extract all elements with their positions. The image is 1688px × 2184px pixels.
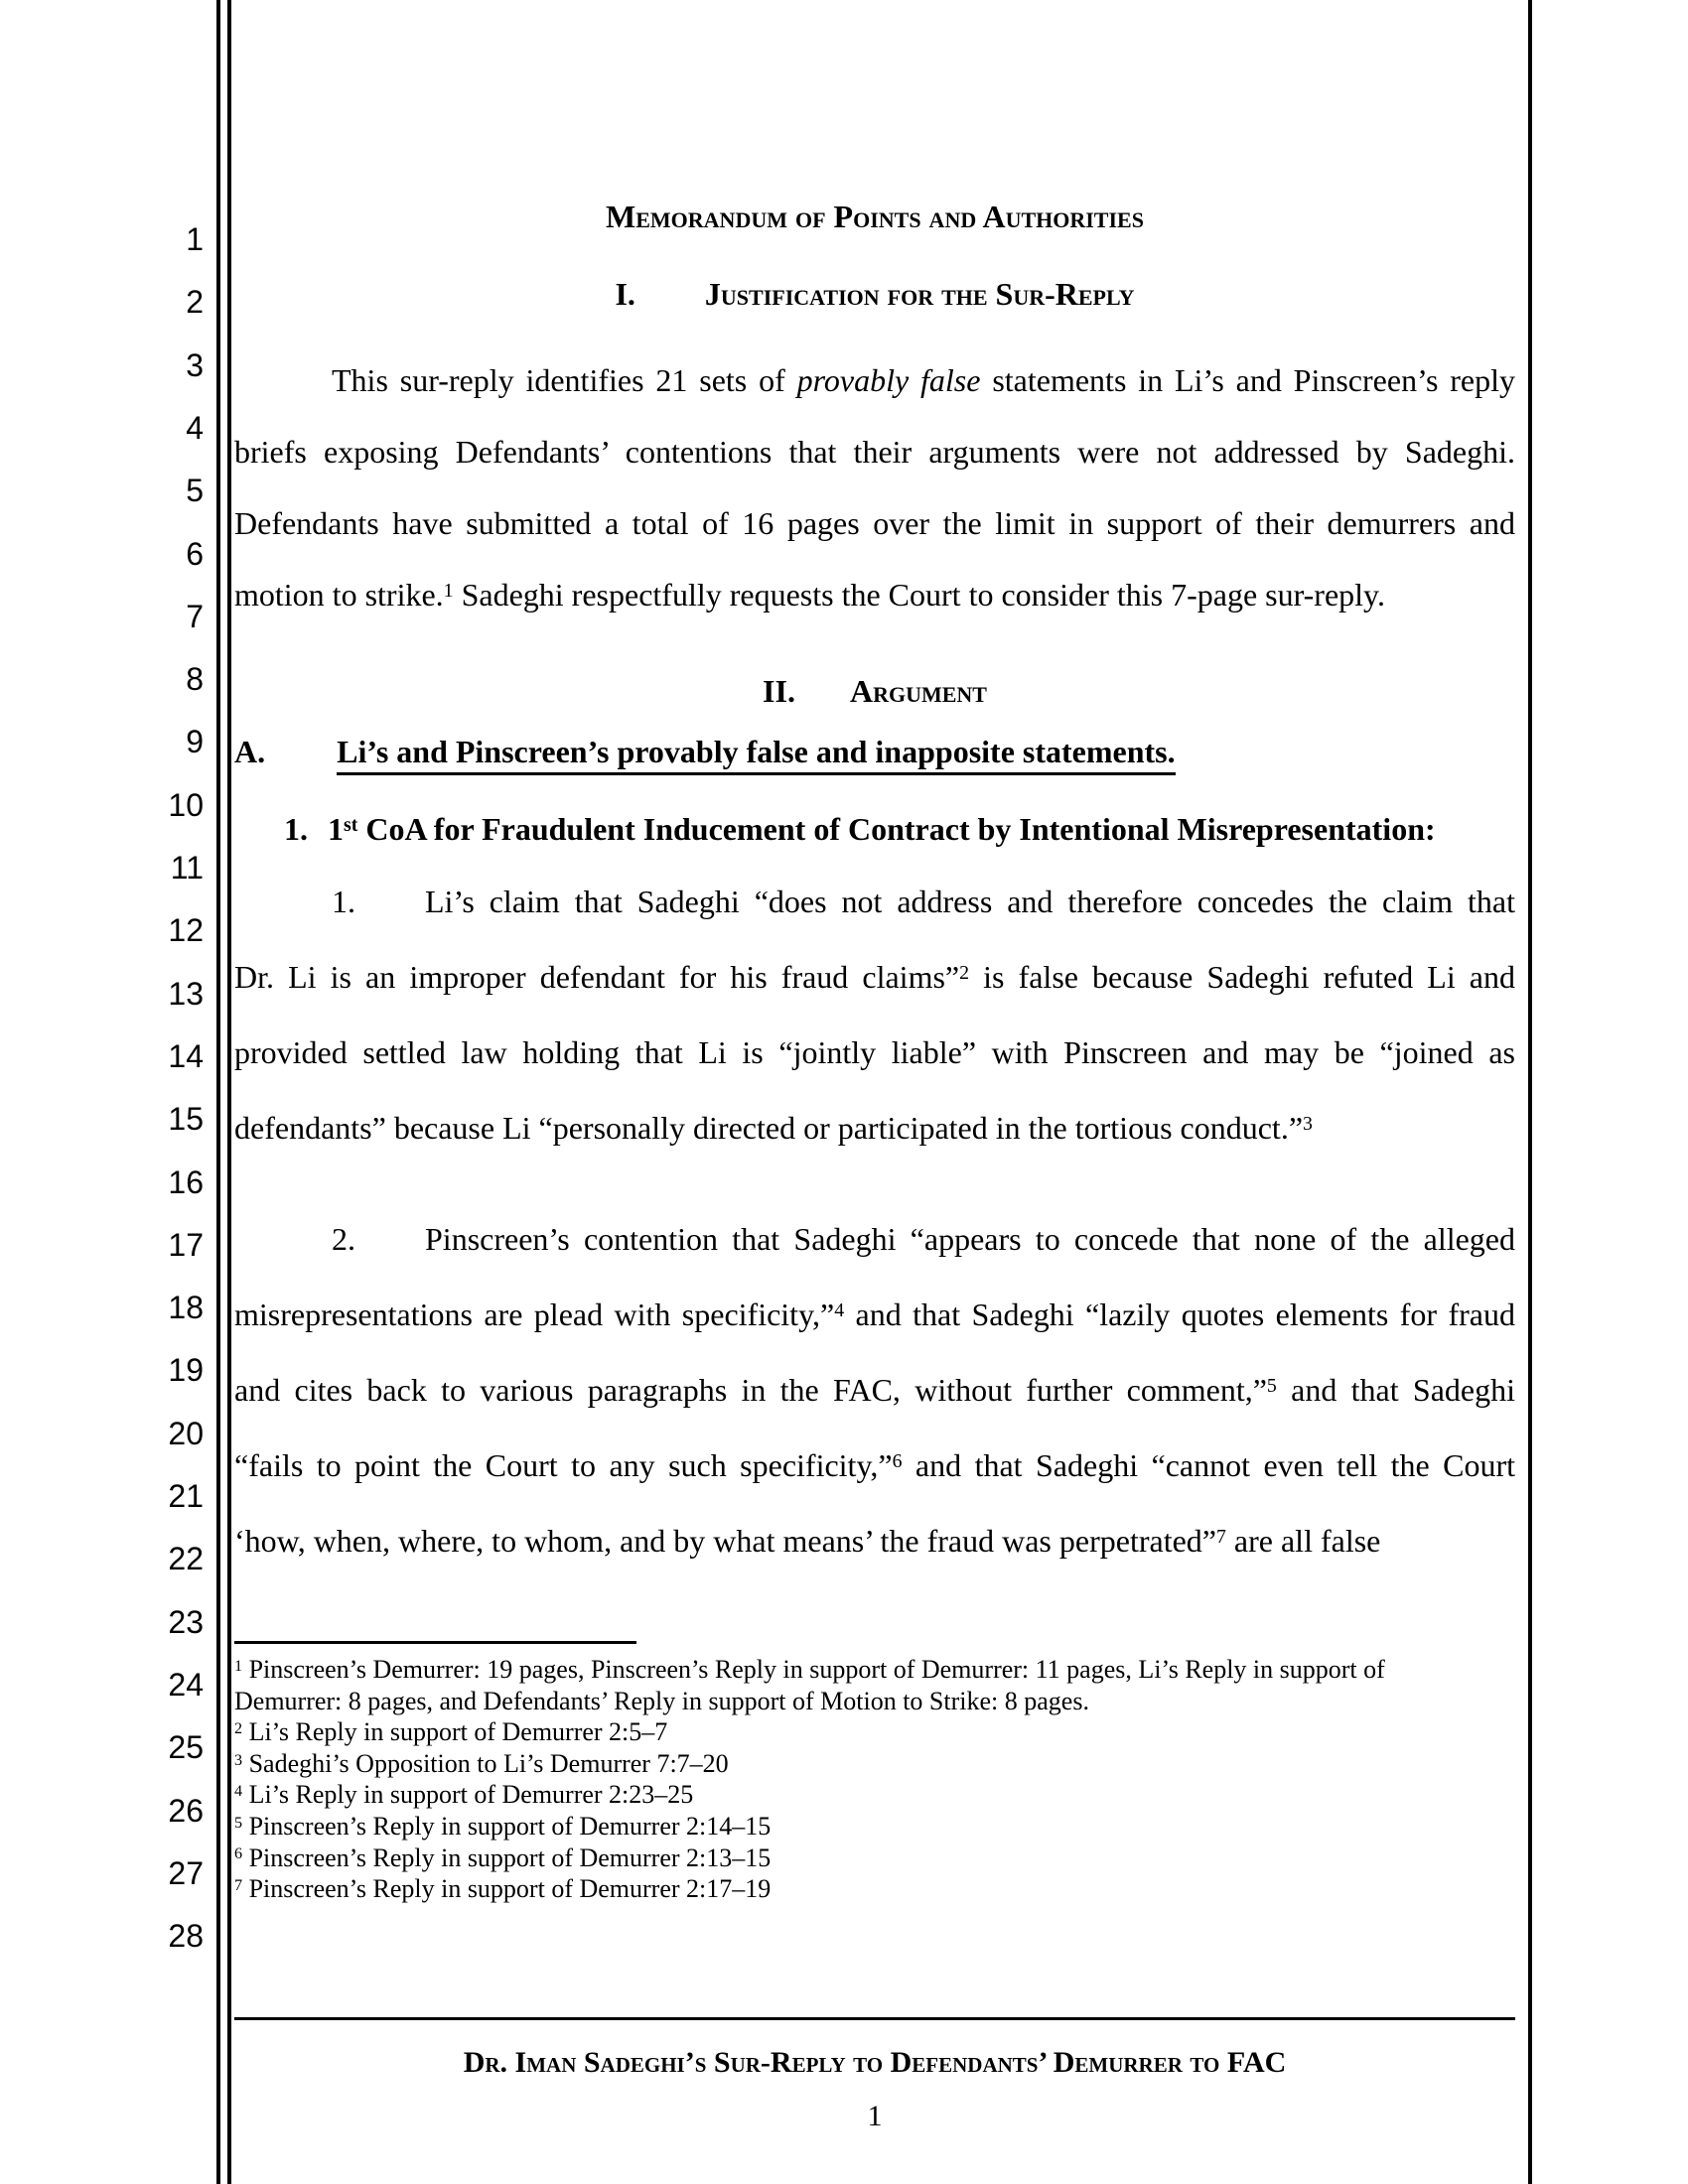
- footer-rule: [234, 2017, 1515, 2020]
- footnote-line: $^5$ Pinscreen’s Reply in support of Demurrer 2:14–15: [234, 1811, 772, 1841]
- line-number: 8: [186, 661, 204, 698]
- line-number: 7: [186, 598, 204, 634]
- section-number: II.: [763, 673, 795, 709]
- line-number: 27: [168, 1854, 204, 1891]
- footnote-line: $^4$ Li’s Reply in support of Demurrer 2:23–25: [234, 1780, 694, 1810]
- footnote-line: $^1$ Pinscreen’s Demurrer: 19 pages, Pinscreen’s Reply in support of Demurrer: 11 pages, Li’s Reply in support of: [234, 1655, 1385, 1684]
- footnote-line: $^6$ Pinscreen’s Reply in support of Demurrer 2:13–15: [234, 1843, 772, 1872]
- line-number: 16: [168, 1163, 204, 1200]
- footnote-separator-rule: [234, 1641, 636, 1644]
- line-number: 28: [168, 1918, 204, 1955]
- body-line: briefs exposing Defendants’ contentions that their arguments were not addressed by Sadeghi.: [234, 434, 1515, 470]
- line-number: 14: [168, 1037, 204, 1074]
- footnote-line: Demurrer: 8 pages, and Defendants’ Reply in support of Motion to Strike: 8 pages.: [234, 1686, 1089, 1715]
- footnote-line: $^3$ Sadeghi’s Opposition to Li’s Demurrer 7:7–20: [234, 1748, 729, 1778]
- line-number: 22: [168, 1541, 204, 1577]
- line-number: 21: [168, 1478, 204, 1514]
- right-margin-rule: [1528, 0, 1532, 2184]
- section-number: I.: [615, 276, 635, 312]
- body-line: Defendants have submitted a total of 16 pages over the limit in support of their demurrers and: [234, 505, 1515, 541]
- body-line: ‘how, when, where, to whom, and by what means’ the fraud was perpetrated”$^7$ are all false: [234, 1523, 1381, 1559]
- line-number: 9: [186, 724, 204, 760]
- line-number: 10: [168, 786, 204, 823]
- line-number: 13: [168, 975, 204, 1012]
- coa-label: 1st CoA for Fraudulent Inducement of Contract by Intentional Misrepresentation:: [328, 811, 1436, 847]
- footnote-line: $^7$ Pinscreen’s Reply in support of Demurrer 2:17–19: [234, 1874, 772, 1904]
- line-number: 20: [168, 1415, 204, 1451]
- section-label: Argument: [849, 673, 987, 709]
- body-line: 1. Li’s claim that Sadeghi “does not address and therefore concedes the claim that: [332, 884, 1515, 919]
- line-number: 24: [168, 1666, 204, 1703]
- line-number: 17: [168, 1226, 204, 1263]
- section-heading-argument: [234, 669, 1515, 713]
- page-number: 1: [867, 2100, 883, 2132]
- footnote-line: $^2$ Li’s Reply in support of Demurrer 2:5–7: [234, 1717, 668, 1747]
- line-number-column: [94, 0, 204, 2184]
- footer-document-title: Dr. Iman Sadeghi’s Sur-Reply to Defendants’ Demurrer to FAC: [463, 2046, 1287, 2079]
- line-number: 18: [168, 1290, 204, 1326]
- line-number: 25: [168, 1729, 204, 1766]
- footnotes: [234, 1654, 1515, 1905]
- line-number: 5: [186, 473, 204, 509]
- coa-number: 1.: [284, 811, 308, 847]
- line-number: 4: [186, 409, 204, 446]
- line-number: 26: [168, 1792, 204, 1829]
- line-number: 6: [186, 535, 204, 572]
- subsection-letter: A.: [234, 734, 266, 769]
- body-line: 2. Pinscreen’s contention that Sadeghi “appears to concede that none of the alleged: [332, 1221, 1515, 1257]
- subsection-label: Li’s and Pinscreen’s provably false and inapposite statements.: [337, 733, 1176, 775]
- section-heading-justification: [234, 272, 1515, 316]
- line-number: 2: [186, 284, 204, 321]
- body-line: defendants” because Li “personally directed or participated in the tortious conduct.”$^3$: [234, 1110, 1313, 1146]
- line-number: 3: [186, 346, 204, 383]
- body-line: “fails to point the Court to any such specificity,”$^6$ and that Sadeghi “cannot even tell the Court: [234, 1447, 1516, 1483]
- document-body: [234, 0, 1515, 2184]
- left-double-rule-outer: [216, 0, 220, 2184]
- section-label: Justification for the Sur-Reply: [704, 276, 1135, 312]
- body-line: and cites back to various paragraphs in the FAC, without further comment,”$^5$ and that Sadeghi: [234, 1372, 1516, 1408]
- body-line: This sur-reply identifies 21 sets of provably false statements in Li’s and Pinscreen’s reply: [332, 362, 1516, 398]
- left-double-rule-inner: [227, 0, 231, 2184]
- memorandum-title: Memorandum of Points and Authorities: [606, 199, 1144, 234]
- line-number: 12: [168, 912, 204, 949]
- line-number: 15: [168, 1101, 204, 1138]
- line-number: 1: [186, 221, 204, 257]
- line-number: 23: [168, 1603, 204, 1640]
- body-line: Dr. Li is an improper defendant for his fraud claims”$^2$ is false because Sadeghi refuted Li and: [234, 959, 1516, 995]
- body-line: motion to strike.$^1$ Sadeghi respectfully requests the Court to consider this 7-page sur-reply.: [234, 577, 1385, 613]
- coa-heading: [234, 809, 1515, 849]
- body-line: misrepresentations are plead with specificity,”$^4$ and that Sadeghi “lazily quotes elements for fraud: [234, 1297, 1516, 1332]
- line-number: 11: [170, 850, 204, 886]
- body-line: provided settled law holding that Li is “jointly liable” with Pinscreen and may be “joined as: [234, 1034, 1515, 1070]
- line-number: 19: [168, 1352, 204, 1389]
- subsection-heading-a: [234, 732, 1515, 775]
